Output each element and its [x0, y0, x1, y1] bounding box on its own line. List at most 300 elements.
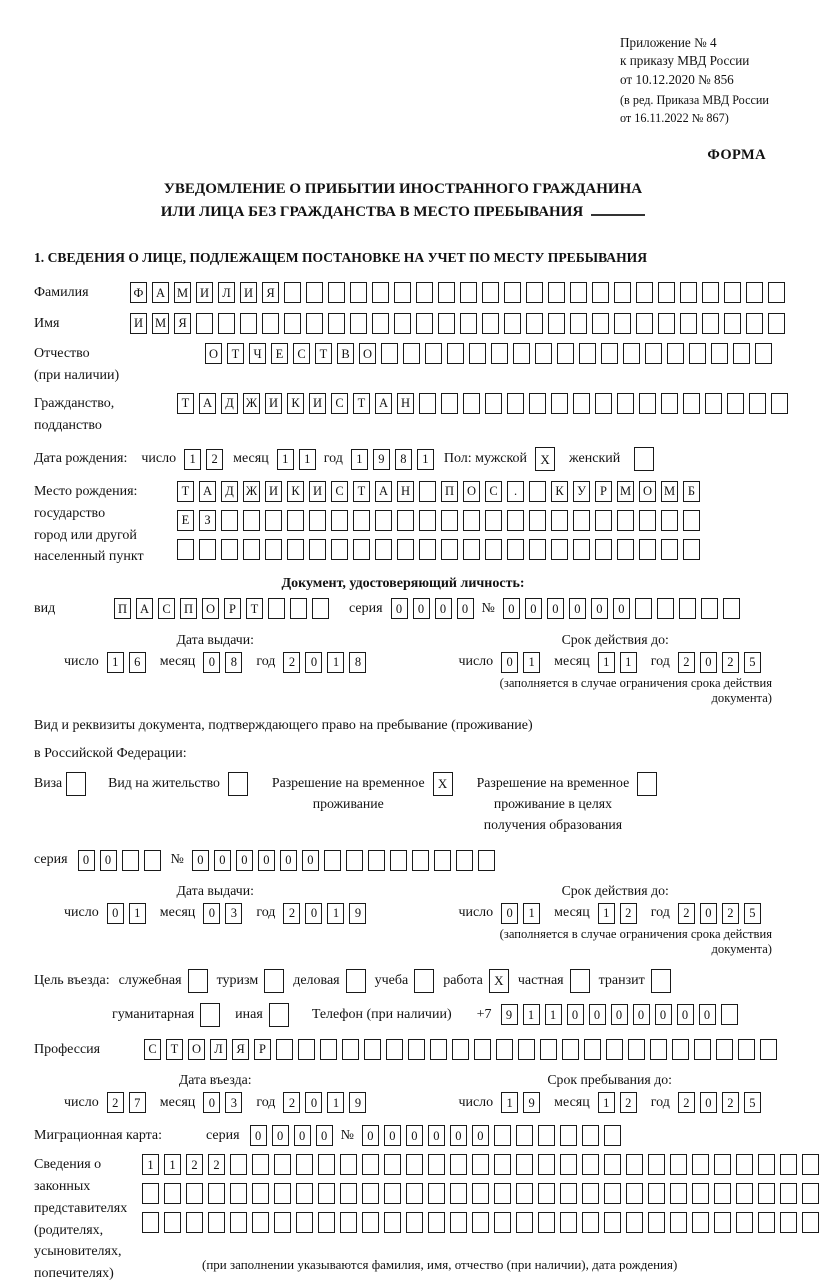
char-cell[interactable] — [274, 1183, 291, 1204]
char-cell[interactable]: 2 — [186, 1154, 203, 1175]
char-cell[interactable]: 0 — [450, 1125, 467, 1146]
char-cell[interactable] — [711, 343, 728, 364]
char-cell[interactable] — [252, 1212, 269, 1233]
char-cell[interactable] — [419, 481, 436, 502]
char-cell[interactable] — [66, 772, 86, 796]
char-cell[interactable] — [142, 1212, 159, 1233]
char-cell[interactable]: 0 — [699, 1004, 716, 1025]
char-cell[interactable] — [648, 1212, 665, 1233]
temp-residence-edu-checkbox[interactable] — [637, 772, 657, 796]
char-cell[interactable]: 0 — [250, 1125, 267, 1146]
char-cell[interactable] — [570, 313, 587, 334]
char-cell[interactable] — [350, 282, 367, 303]
temp-residence-checkbox[interactable] — [433, 772, 453, 796]
char-cell[interactable]: 1 — [598, 652, 615, 673]
char-cell[interactable] — [362, 1154, 379, 1175]
char-cell[interactable] — [306, 313, 323, 334]
char-cell[interactable] — [318, 1183, 335, 1204]
char-cell[interactable] — [758, 1212, 775, 1233]
char-cell[interactable] — [362, 1183, 379, 1204]
purpose-business-checkbox[interactable] — [346, 969, 366, 993]
entry-month-cells[interactable] — [203, 1092, 242, 1113]
char-cell[interactable] — [636, 313, 653, 334]
char-cell[interactable] — [434, 850, 451, 871]
sex-male-checkbox[interactable] — [535, 447, 555, 471]
char-cell[interactable]: 2 — [722, 652, 739, 673]
char-cell[interactable]: С — [331, 393, 348, 414]
char-cell[interactable] — [604, 1154, 621, 1175]
residence-permit-checkbox[interactable] — [228, 772, 248, 796]
char-cell[interactable]: О — [202, 598, 219, 619]
char-cell[interactable] — [601, 343, 618, 364]
char-cell[interactable] — [579, 343, 596, 364]
char-cell[interactable] — [428, 1183, 445, 1204]
char-cell[interactable] — [702, 282, 719, 303]
char-cell[interactable]: 0 — [391, 598, 408, 619]
char-cell[interactable]: 1 — [523, 903, 540, 924]
char-cell[interactable] — [746, 282, 763, 303]
char-cell[interactable]: 2 — [678, 903, 695, 924]
char-cell[interactable] — [406, 1212, 423, 1233]
char-cell[interactable] — [661, 393, 678, 414]
char-cell[interactable] — [309, 510, 326, 531]
char-cell[interactable]: 0 — [633, 1004, 650, 1025]
char-cell[interactable]: 0 — [192, 850, 209, 871]
char-cell[interactable]: Ж — [243, 393, 260, 414]
char-cell[interactable] — [702, 313, 719, 334]
char-cell[interactable]: 0 — [700, 903, 717, 924]
doc-type-cells[interactable] — [114, 598, 329, 619]
char-cell[interactable] — [472, 1212, 489, 1233]
char-cell[interactable] — [494, 1154, 511, 1175]
char-cell[interactable] — [617, 393, 634, 414]
char-cell[interactable] — [296, 1154, 313, 1175]
char-cell[interactable] — [529, 539, 546, 560]
char-cell[interactable]: 1 — [598, 903, 615, 924]
char-cell[interactable] — [221, 539, 238, 560]
char-cell[interactable] — [768, 313, 785, 334]
representatives-cells-row1[interactable] — [142, 1154, 819, 1175]
birth-month-cells[interactable] — [277, 449, 316, 470]
char-cell[interactable] — [679, 598, 696, 619]
char-cell[interactable] — [780, 1212, 797, 1233]
char-cell[interactable]: 5 — [744, 652, 761, 673]
doc-issue-month-cells[interactable] — [203, 652, 242, 673]
char-cell[interactable] — [482, 313, 499, 334]
char-cell[interactable]: Н — [397, 481, 414, 502]
char-cell[interactable] — [306, 282, 323, 303]
char-cell[interactable] — [683, 539, 700, 560]
char-cell[interactable]: 0 — [305, 652, 322, 673]
char-cell[interactable]: Т — [315, 343, 332, 364]
char-cell[interactable] — [208, 1212, 225, 1233]
char-cell[interactable]: Е — [271, 343, 288, 364]
char-cell[interactable] — [705, 393, 722, 414]
char-cell[interactable] — [456, 850, 473, 871]
char-cell[interactable] — [287, 539, 304, 560]
char-cell[interactable] — [287, 510, 304, 531]
patronymic-cells[interactable] — [205, 343, 772, 364]
char-cell[interactable] — [573, 393, 590, 414]
char-cell[interactable] — [683, 510, 700, 531]
char-cell[interactable]: А — [375, 481, 392, 502]
char-cell[interactable] — [595, 510, 612, 531]
char-cell[interactable] — [460, 313, 477, 334]
char-cell[interactable]: 0 — [406, 1125, 423, 1146]
char-cell[interactable] — [265, 539, 282, 560]
char-cell[interactable]: 0 — [302, 850, 319, 871]
purpose-official-checkbox[interactable] — [188, 969, 208, 993]
stay-day-cells[interactable] — [501, 1092, 540, 1113]
char-cell[interactable] — [142, 1183, 159, 1204]
char-cell[interactable] — [430, 1039, 447, 1060]
char-cell[interactable] — [538, 1212, 555, 1233]
char-cell[interactable] — [540, 1039, 557, 1060]
char-cell[interactable] — [614, 282, 631, 303]
char-cell[interactable] — [408, 1039, 425, 1060]
doc-series-cells[interactable] — [391, 598, 474, 619]
char-cell[interactable]: П — [441, 481, 458, 502]
char-cell[interactable]: 0 — [501, 903, 518, 924]
char-cell[interactable] — [472, 1183, 489, 1204]
char-cell[interactable]: 1 — [107, 652, 124, 673]
permit-valid-day-cells[interactable] — [501, 903, 540, 924]
char-cell[interactable] — [606, 1039, 623, 1060]
char-cell[interactable] — [144, 850, 161, 871]
char-cell[interactable]: З — [199, 510, 216, 531]
char-cell[interactable]: 0 — [78, 850, 95, 871]
representatives-cells-row2[interactable] — [142, 1183, 819, 1204]
char-cell[interactable] — [346, 969, 366, 993]
char-cell[interactable] — [714, 1212, 731, 1233]
char-cell[interactable]: 0 — [677, 1004, 694, 1025]
char-cell[interactable]: 3 — [225, 1092, 242, 1113]
char-cell[interactable] — [736, 1183, 753, 1204]
char-cell[interactable] — [518, 1039, 535, 1060]
char-cell[interactable] — [375, 510, 392, 531]
char-cell[interactable] — [592, 313, 609, 334]
char-cell[interactable]: 0 — [305, 903, 322, 924]
char-cell[interactable]: 2 — [206, 449, 223, 470]
char-cell[interactable] — [419, 393, 436, 414]
char-cell[interactable]: Т — [246, 598, 263, 619]
birthplace-cells-row3[interactable] — [177, 539, 700, 560]
char-cell[interactable]: 1 — [142, 1154, 159, 1175]
char-cell[interactable] — [560, 1212, 577, 1233]
char-cell[interactable] — [692, 1183, 709, 1204]
char-cell[interactable] — [186, 1183, 203, 1204]
char-cell[interactable] — [548, 313, 565, 334]
char-cell[interactable] — [724, 313, 741, 334]
char-cell[interactable]: 2 — [283, 1092, 300, 1113]
char-cell[interactable] — [199, 539, 216, 560]
char-cell[interactable] — [758, 1154, 775, 1175]
char-cell[interactable]: 1 — [620, 652, 637, 673]
char-cell[interactable] — [243, 510, 260, 531]
char-cell[interactable] — [318, 1212, 335, 1233]
purpose-private-checkbox[interactable] — [570, 969, 590, 993]
char-cell[interactable] — [746, 313, 763, 334]
char-cell[interactable] — [419, 539, 436, 560]
char-cell[interactable] — [626, 1154, 643, 1175]
char-cell[interactable]: И — [240, 282, 257, 303]
char-cell[interactable]: А — [199, 393, 216, 414]
char-cell[interactable] — [802, 1212, 819, 1233]
char-cell[interactable] — [639, 393, 656, 414]
char-cell[interactable] — [381, 343, 398, 364]
char-cell[interactable]: 0 — [611, 1004, 628, 1025]
char-cell[interactable] — [441, 510, 458, 531]
char-cell[interactable]: 0 — [567, 1004, 584, 1025]
birth-day-cells[interactable] — [184, 449, 223, 470]
char-cell[interactable]: 0 — [613, 598, 630, 619]
char-cell[interactable]: 2 — [283, 903, 300, 924]
char-cell[interactable] — [661, 510, 678, 531]
char-cell[interactable] — [438, 282, 455, 303]
char-cell[interactable] — [780, 1154, 797, 1175]
char-cell[interactable]: 0 — [503, 598, 520, 619]
char-cell[interactable] — [186, 1212, 203, 1233]
char-cell[interactable] — [560, 1183, 577, 1204]
char-cell[interactable]: Т — [353, 481, 370, 502]
char-cell[interactable] — [296, 1183, 313, 1204]
char-cell[interactable]: Т — [353, 393, 370, 414]
char-cell[interactable] — [529, 393, 546, 414]
char-cell[interactable] — [670, 1212, 687, 1233]
char-cell[interactable]: 0 — [272, 1125, 289, 1146]
char-cell[interactable] — [452, 1039, 469, 1060]
char-cell[interactable] — [694, 1039, 711, 1060]
char-cell[interactable] — [353, 510, 370, 531]
char-cell[interactable] — [538, 1183, 555, 1204]
char-cell[interactable] — [626, 1212, 643, 1233]
char-cell[interactable] — [516, 1154, 533, 1175]
char-cell[interactable]: О — [359, 343, 376, 364]
char-cell[interactable]: 1 — [299, 449, 316, 470]
char-cell[interactable] — [721, 1004, 738, 1025]
char-cell[interactable]: 0 — [655, 1004, 672, 1025]
char-cell[interactable] — [617, 510, 634, 531]
doc-number-cells[interactable] — [503, 598, 740, 619]
char-cell[interactable]: 0 — [203, 903, 220, 924]
char-cell[interactable] — [472, 1154, 489, 1175]
char-cell[interactable] — [290, 598, 307, 619]
profession-cells[interactable] — [144, 1039, 777, 1060]
char-cell[interactable]: 0 — [700, 652, 717, 673]
char-cell[interactable] — [623, 343, 640, 364]
migration-number-cells[interactable] — [362, 1125, 621, 1146]
char-cell[interactable]: 0 — [316, 1125, 333, 1146]
char-cell[interactable] — [240, 313, 257, 334]
char-cell[interactable]: 1 — [327, 1092, 344, 1113]
char-cell[interactable]: Р — [224, 598, 241, 619]
char-cell[interactable] — [507, 393, 524, 414]
char-cell[interactable]: 8 — [225, 652, 242, 673]
char-cell[interactable] — [485, 393, 502, 414]
char-cell[interactable] — [573, 539, 590, 560]
char-cell[interactable]: Е — [177, 510, 194, 531]
char-cell[interactable] — [538, 1125, 555, 1146]
char-cell[interactable]: 8 — [349, 652, 366, 673]
char-cell[interactable]: 1 — [129, 903, 146, 924]
char-cell[interactable] — [635, 598, 652, 619]
char-cell[interactable] — [397, 539, 414, 560]
doc-valid-year-cells[interactable] — [678, 652, 761, 673]
char-cell[interactable]: 7 — [129, 1092, 146, 1113]
char-cell[interactable] — [164, 1212, 181, 1233]
char-cell[interactable] — [265, 510, 282, 531]
char-cell[interactable] — [548, 282, 565, 303]
permit-valid-month-cells[interactable] — [598, 903, 637, 924]
char-cell[interactable]: Т — [166, 1039, 183, 1060]
char-cell[interactable] — [419, 510, 436, 531]
char-cell[interactable] — [394, 282, 411, 303]
char-cell[interactable] — [485, 539, 502, 560]
char-cell[interactable]: 1 — [501, 1092, 518, 1113]
char-cell[interactable] — [496, 1039, 513, 1060]
char-cell[interactable] — [650, 1039, 667, 1060]
char-cell[interactable]: 6 — [129, 652, 146, 673]
char-cell[interactable]: 9 — [349, 1092, 366, 1113]
char-cell[interactable]: А — [375, 393, 392, 414]
char-cell[interactable] — [570, 969, 590, 993]
char-cell[interactable] — [672, 1039, 689, 1060]
char-cell[interactable] — [494, 1183, 511, 1204]
char-cell[interactable]: И — [265, 481, 282, 502]
entry-day-cells[interactable] — [107, 1092, 146, 1113]
char-cell[interactable]: 0 — [214, 850, 231, 871]
char-cell[interactable] — [570, 282, 587, 303]
char-cell[interactable]: С — [293, 343, 310, 364]
char-cell[interactable] — [320, 1039, 337, 1060]
char-cell[interactable] — [582, 1125, 599, 1146]
char-cell[interactable] — [657, 598, 674, 619]
char-cell[interactable]: 2 — [107, 1092, 124, 1113]
char-cell[interactable]: Ж — [243, 481, 260, 502]
char-cell[interactable] — [749, 393, 766, 414]
char-cell[interactable]: 2 — [208, 1154, 225, 1175]
char-cell[interactable]: 1 — [545, 1004, 562, 1025]
char-cell[interactable] — [269, 1003, 289, 1027]
name-cells[interactable] — [130, 313, 785, 334]
char-cell[interactable] — [346, 850, 363, 871]
char-cell[interactable] — [441, 393, 458, 414]
char-cell[interactable]: А — [199, 481, 216, 502]
purpose-transit-checkbox[interactable] — [651, 969, 671, 993]
char-cell[interactable]: О — [463, 481, 480, 502]
char-cell[interactable] — [328, 282, 345, 303]
permit-series-cells[interactable] — [78, 850, 161, 871]
char-cell[interactable]: М — [661, 481, 678, 502]
char-cell[interactable]: 5 — [744, 1092, 761, 1113]
char-cell[interactable]: И — [309, 393, 326, 414]
visa-checkbox[interactable] — [66, 772, 86, 796]
char-cell[interactable]: И — [196, 282, 213, 303]
char-cell[interactable] — [372, 313, 389, 334]
char-cell[interactable]: 9 — [373, 449, 390, 470]
doc-valid-day-cells[interactable] — [501, 652, 540, 673]
char-cell[interactable] — [463, 510, 480, 531]
char-cell[interactable] — [340, 1183, 357, 1204]
char-cell[interactable] — [637, 772, 657, 796]
char-cell[interactable] — [397, 510, 414, 531]
char-cell[interactable] — [736, 1212, 753, 1233]
char-cell[interactable]: 1 — [351, 449, 368, 470]
char-cell[interactable]: 0 — [305, 1092, 322, 1113]
char-cell[interactable] — [692, 1154, 709, 1175]
char-cell[interactable] — [425, 343, 442, 364]
char-cell[interactable] — [582, 1183, 599, 1204]
char-cell[interactable] — [513, 343, 530, 364]
char-cell[interactable] — [639, 539, 656, 560]
stay-year-cells[interactable] — [678, 1092, 761, 1113]
char-cell[interactable] — [218, 313, 235, 334]
char-cell[interactable] — [364, 1039, 381, 1060]
char-cell[interactable] — [394, 313, 411, 334]
char-cell[interactable]: В — [337, 343, 354, 364]
char-cell[interactable] — [727, 393, 744, 414]
char-cell[interactable]: О — [639, 481, 656, 502]
char-cell[interactable] — [469, 343, 486, 364]
char-cell[interactable] — [560, 1154, 577, 1175]
char-cell[interactable] — [324, 850, 341, 871]
char-cell[interactable] — [312, 598, 329, 619]
char-cell[interactable] — [318, 1154, 335, 1175]
char-cell[interactable] — [529, 510, 546, 531]
char-cell[interactable] — [802, 1154, 819, 1175]
char-cell[interactable] — [221, 510, 238, 531]
char-cell[interactable] — [626, 1183, 643, 1204]
char-cell[interactable] — [328, 313, 345, 334]
char-cell[interactable] — [350, 313, 367, 334]
char-cell[interactable] — [485, 510, 502, 531]
representatives-cells-row3[interactable] — [142, 1212, 819, 1233]
char-cell[interactable] — [384, 1183, 401, 1204]
char-cell[interactable] — [494, 1125, 511, 1146]
char-cell[interactable]: 1 — [327, 652, 344, 673]
char-cell[interactable]: 0 — [428, 1125, 445, 1146]
char-cell[interactable] — [264, 969, 284, 993]
char-cell[interactable] — [701, 598, 718, 619]
phone-cells[interactable] — [501, 1004, 738, 1025]
char-cell[interactable]: 0 — [258, 850, 275, 871]
char-cell[interactable]: 2 — [678, 1092, 695, 1113]
char-cell[interactable]: Л — [210, 1039, 227, 1060]
char-cell[interactable]: 0 — [435, 598, 452, 619]
char-cell[interactable] — [274, 1212, 291, 1233]
char-cell[interactable]: 0 — [280, 850, 297, 871]
char-cell[interactable]: 0 — [362, 1125, 379, 1146]
permit-issue-month-cells[interactable] — [203, 903, 242, 924]
char-cell[interactable] — [390, 850, 407, 871]
char-cell[interactable] — [689, 343, 706, 364]
char-cell[interactable]: X — [489, 969, 509, 993]
char-cell[interactable] — [535, 343, 552, 364]
char-cell[interactable]: П — [114, 598, 131, 619]
char-cell[interactable]: 0 — [457, 598, 474, 619]
char-cell[interactable] — [604, 1212, 621, 1233]
char-cell[interactable]: Я — [262, 282, 279, 303]
sex-female-checkbox[interactable] — [634, 447, 654, 471]
char-cell[interactable]: 9 — [501, 1004, 518, 1025]
char-cell[interactable] — [284, 313, 301, 334]
char-cell[interactable] — [463, 539, 480, 560]
char-cell[interactable] — [648, 1154, 665, 1175]
birthplace-cells-row2[interactable] — [177, 510, 700, 531]
char-cell[interactable]: М — [617, 481, 634, 502]
char-cell[interactable] — [268, 598, 285, 619]
char-cell[interactable] — [491, 343, 508, 364]
